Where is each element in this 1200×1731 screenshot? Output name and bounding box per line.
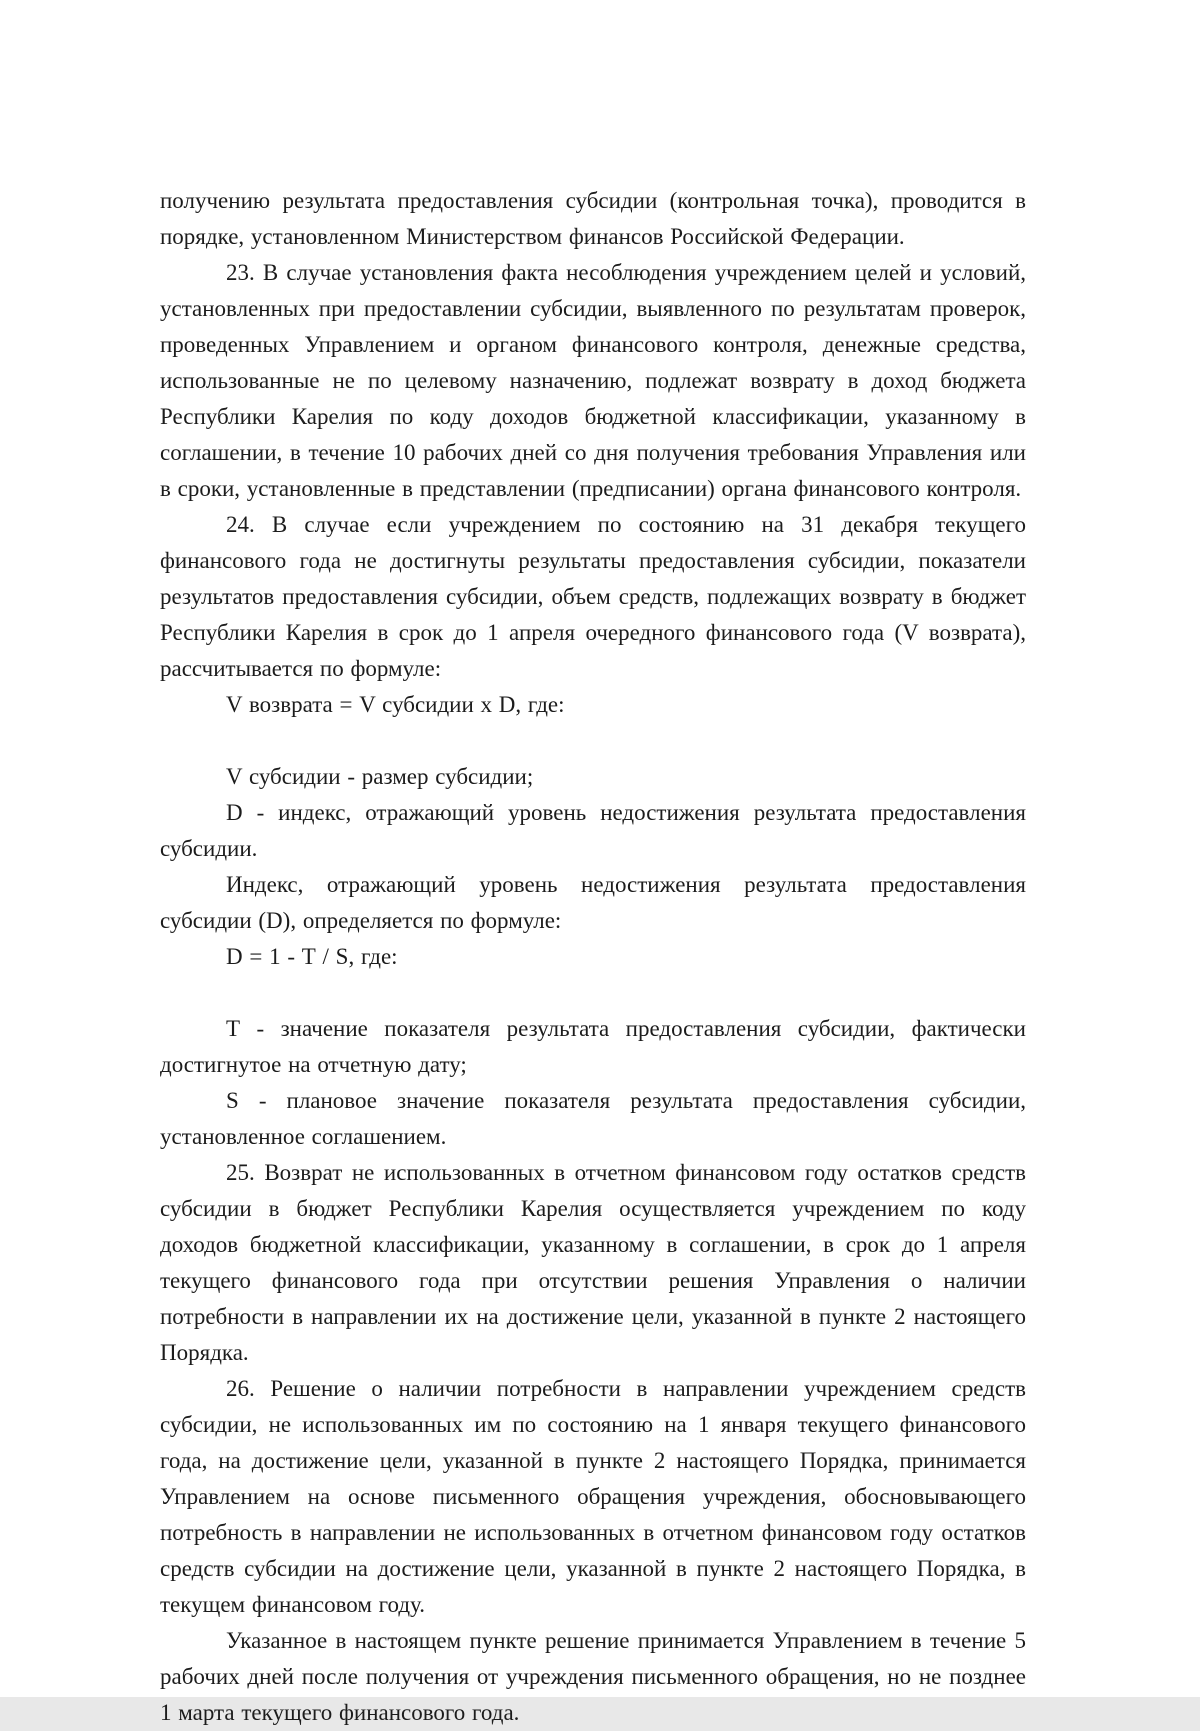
- document-text-block: [160, 183, 1026, 1731]
- formula-v-vozvrata: V возврата = V субсидии х D, где:: [226, 692, 565, 717]
- paragraph-24: 24. В случае если учреждением по состоянию на 31 декабря текущего финансового года не достигнуты результаты предоставления субсидии, показатели результатов предоставления субсидии, объем средств, подлежащих возврату в бюджет Республики Карелия в срок до 1 апреля очередного финансового года (V возврата), рассчитывается по формуле:: [160, 512, 1026, 681]
- paragraph-v-subsidii: V субсидии - размер субсидии;: [226, 764, 534, 789]
- paragraph-continuation: получению результата предоставления субсидии (контрольная точка), проводится в порядке, установленном Министерством финансов Российской Федерации.: [160, 188, 1026, 249]
- paragraph-decision: Указанное в настоящем пункте решение принимается Управлением в течение 5 рабочих дней после получения от учреждения письменного обращения, но не позднее 1 марта текущего финансового года.: [160, 1628, 1026, 1725]
- paragraph-t-value: Т - значение показателя результата предоставления субсидии, фактически достигнутое на отчетную дату;: [160, 1016, 1026, 1077]
- paragraph-s-value: S - плановое значение показателя результата предоставления субсидии, установленное соглашением.: [160, 1088, 1026, 1149]
- paragraph-26: 26. Решение о наличии потребности в направлении учреждением средств субсидии, не использованных им по состоянию на 1 января текущего финансового года, на достижение цели, указанной в пункте 2 настоящего Порядка, принимается Управлением на основе письменного обращения учреждения, обосновывающего потребность в направлении не использованных в отчетном финансовом году остатков средств субсидии на достижение цели, указанной в пункте 2 настоящего Порядка, в текущем финансовом году.: [160, 1376, 1026, 1617]
- paragraph-23: 23. В случае установления факта несоблюдения учреждением целей и условий, установленных при предоставлении субсидии, выявленного по результатам проверок, проведенных Управлением и органом финансового контроля, денежные средства, использованные не по целевому назначению, подлежат возврату в доход бюджета Республики Карелия по коду доходов бюджетной классификации, указанному в соглашении, в течение 10 рабочих дней со дня получения требования Управления или в сроки, установленные в представлении (предписании) органа финансового контроля.: [160, 260, 1026, 501]
- paragraph-25: 25. Возврат не использованных в отчетном финансовом году остатков средств субсидии в бюджет Республики Карелия осуществляется учреждением по коду доходов бюджетной классификации, указанному в соглашении, в срок до 1 апреля текущего финансового года при отсутствии решения Управления о наличии потребности в направлении их на достижение цели, указанной в пункте 2 настоящего Порядка.: [160, 1160, 1026, 1365]
- paragraph-index: Индекс, отражающий уровень недостижения результата предоставления субсидии (D), определяется по формуле:: [160, 872, 1026, 933]
- paragraph-d-index: D - индекс, отражающий уровень недостижения результата предоставления субсидии.: [160, 800, 1026, 861]
- formula-d: D = 1 - Т / S, где:: [226, 944, 398, 969]
